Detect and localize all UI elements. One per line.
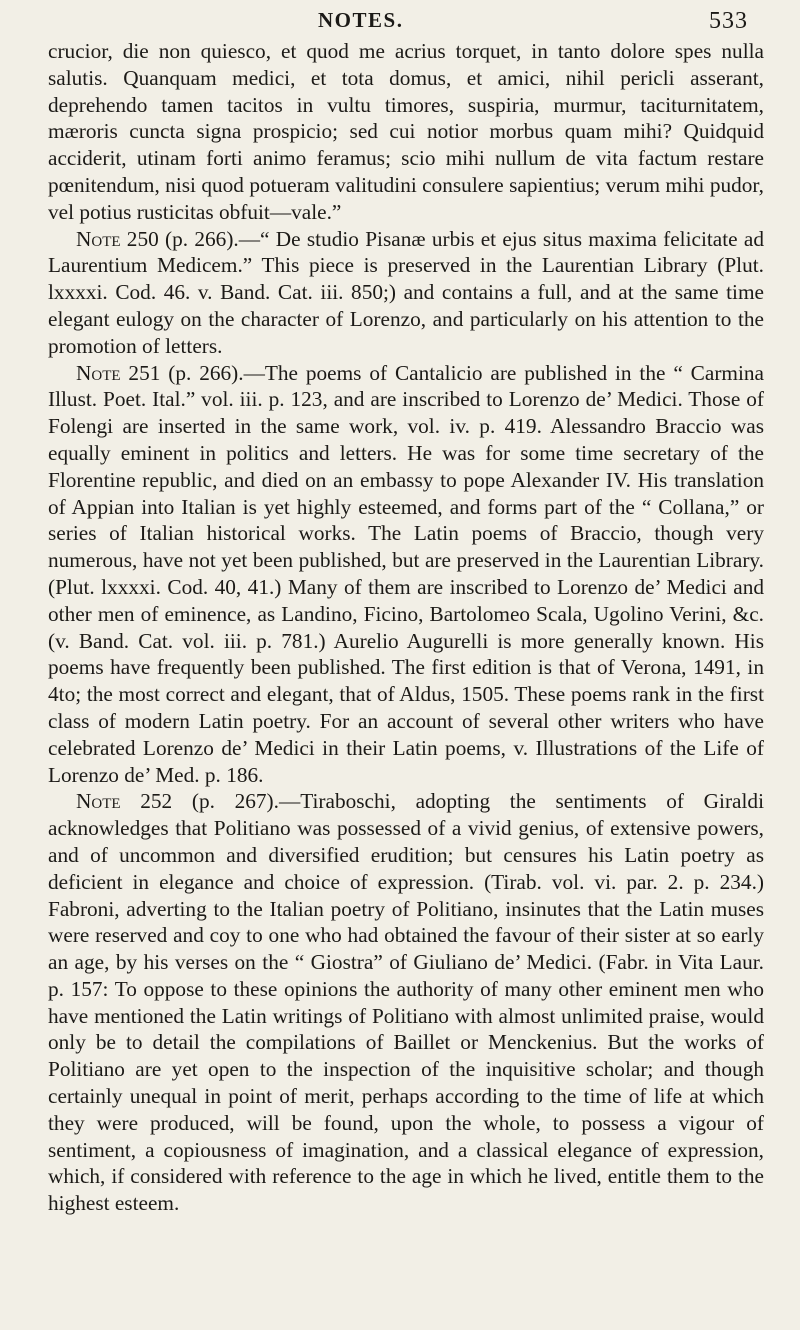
continued-quotation: crucior, die non quiesco, et quod me acrius torquet, in tanto dolore spes nulla salutis. Quanquam medici, et tota domus, et amici, nihil pericli asserant, deprehendo tamen tacitos in vultu timores, suspiria, murmur, taciturnitatem, mæroris cuncta signa prospicio; sed cui notior morbus quam mihi? Quidquid acciderit, utinam forti animo feramus; scio mihi nullum de vita factum restare pœnitendum, nisi quod potueram valitudini consulere sapientius; verum mihi pudor, vel potius rusticitas obfuit—vale.” bbox=[48, 39, 764, 224]
note-252 bbox=[48, 788, 764, 1217]
note-label: Note 250 bbox=[76, 226, 159, 251]
note-label: Note 251 bbox=[76, 360, 161, 385]
running-header bbox=[0, 8, 800, 38]
note-250 bbox=[48, 226, 764, 360]
page-number: 533 bbox=[709, 8, 748, 34]
note-text: (p. 267).—Tiraboschi, adopting the sentiments of Giraldi acknowledges that Politiano was possessed of a vivid genius, of extensive powers, and of uncommon and diversified erudition; but censures his Latin poetry as deficient in elegance and choice of expression. (Tirab. vol. vi. par. 2. p. 234.) Fabroni, adverting to the Italian poetry of Politiano, insinutes that the Latin muses were reserved and coy to one who had obtained the favour of their sister at so early an age, by his verses on the “ Giostra” of Giuliano de’ Medici. (Fabr. in Vita Laur. p. 157: To oppose to these opinions the authority of many other eminent men who have mentioned the Latin writings of Politiano with almost unlimited praise, would only be to detail the compilations of Baillet or Menckenius. But the works of Politiano are yet open to the inspection of the inquisitive scholar; and though certainly unequal in point of merit, perhaps according to the time of life at which they were produced, will be found, upon the whole, to possess a vigour of sentiment, a copiousness of imagination, and a classical elegance of expression, which, if considered with reference to the age in which he lived, entitle them to the highest esteem. bbox=[48, 789, 764, 1216]
note-text: (p. 266).—“ De studio Pisanæ urbis et ejus situs maxima felicitate ad Laurentium Medicem.” This piece is preserved in the Laurentian Library (Plut. lxxxxi. Cod. 46. v. Band. Cat. iii. 850;) and contains a full, and at the same time elegant eulogy on the character of Lorenzo, and particularly on his attention to the promotion of letters. bbox=[48, 226, 764, 358]
notes-body bbox=[48, 38, 764, 1217]
note-label: Note 252 bbox=[76, 789, 173, 814]
running-title: NOTES. bbox=[318, 8, 404, 32]
note-text: (p. 266).—The poems of Cantalicio are published in the “ Carmina Illust. Poet. Ital.” vol. iii. p. 123, and are inscribed to Lorenzo de’ Medici. Those of Folengi are inserted in the same work, vol. iv. p. 419. Alessandro Braccio was equally eminent in politics and letters. He was for some time secretary of the Florentine republic, and died on an embassy to pope Alexander IV. His translation of Appian into Italian is yet highly esteemed, and forms part of the “ Collana,” or series of Italian historical works. The Latin poems of Braccio, though very numerous, have not yet been published, but are preserved in the Laurentian Library. (Plut. lxxxxi. Cod. 40, 41.) Many of them are inscribed to Lorenzo de’ Medici and other men of eminence, as Landino, Ficino, Bartolomeo Scala, Ugolino Verini, &c. (v. Band. Cat. vol. iii. p. 781.) Aurelio Augurelli is more generally known. His poems have frequently been published. The first edition is that of Verona, 1491, in 4to; the most correct and elegant, that of Aldus, 1505. These poems rank in the first class of modern Latin poetry. For an account of several other writers who have celebrated Lorenzo de’ Medici in their Latin poems, v. Illustrations of the Life of Lorenzo de’ Med. p. 186. bbox=[48, 360, 765, 787]
note-251 bbox=[48, 360, 764, 789]
